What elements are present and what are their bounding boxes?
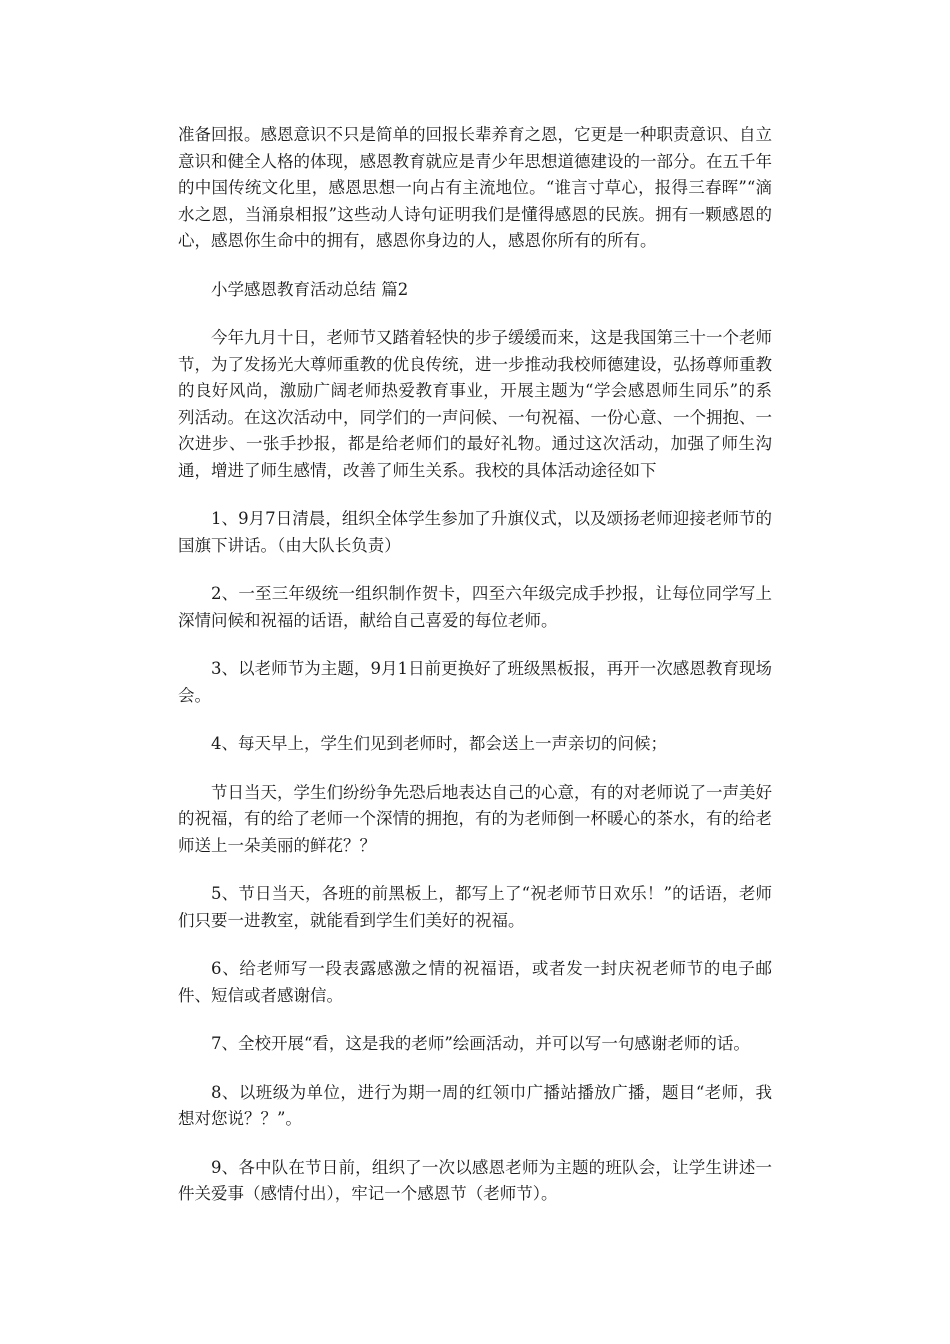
- paragraph-item-6: 6、给老师写一段表露感激之情的祝福语，或者发一封庆祝老师节的电子邮件、短信或者感谢信。: [178, 959, 772, 1005]
- document-body: [178, 122, 772, 1230]
- paragraph-item-7: 7、全校开展“看，这是我的老师”绘画活动，并可以写一句感谢老师的话。: [211, 1034, 750, 1053]
- paragraph-item-8: 8、以班级为单位，进行为期一周的红领巾广播站播放广播，题目“老师，我想对您说？？”。: [178, 1082, 772, 1128]
- paragraph-item-5: 5、节日当天，各班的前黑板上，都写上了“祝老师节日欢乐！”的话语，老师们只要一进教室，就能看到学生们美好的祝福。: [178, 884, 772, 930]
- paragraph-item-2: 2、一至三年级统一组织制作贺卡，四至六年级完成手抄报，让每位同学写上深情问候和祝福的话语，献给自己喜爱的每位老师。: [178, 584, 772, 630]
- section-title: 小学感恩教育活动总结 篇2: [211, 279, 409, 299]
- paragraph-overview: 今年九月十日，老师节又踏着轻快的步子缓缓而来，这是我国第三十一个老师节，为了发扬光大尊师重教的优良传统，进一步推动我校师德建设，弘扬尊师重教的良好风尚，激励广阔老师热爱教育事业，开展主题为“学会感恩师生同乐”的系列活动。在这次活动中，同学们的一声问候、一句祝福、一份心意、一个拥抱、一次进步、一张手抄报，都是给老师们的最好礼物。通过这次活动，加强了师生沟通，增进了师生感情，改善了师生关系。我校的具体活动途径如下: [178, 328, 772, 480]
- intro-paragraph: 准备回报。感恩意识不只是简单的回报长辈养育之恩，它更是一种职责意识、自立意识和健全人格的体现，感恩教育就应是青少年思想道德建设的一部分。在五千年的中国传统文化里，感恩思想一向占有主流地位。“谁言寸草心，报得三春晖”“滴水之恩，当涌泉相报”这些动人诗句证明我们是懂得感恩的民族。拥有一颗感恩的心，感恩你生命中的拥有，感恩你身边的人，感恩你所有的所有。: [178, 125, 772, 250]
- paragraph-festival-day: 节日当天，学生们纷纷争先恐后地表达自己的心意，有的对老师说了一声美好的祝福，有的给了老师一个深情的拥抱，有的为老师倒一杯暖心的茶水，有的给老师送上一朵美丽的鲜花？？: [178, 782, 772, 855]
- paragraph-item-4: 4、每天早上，学生们见到老师时，都会送上一声亲切的问候；: [211, 734, 667, 753]
- paragraph-item-3: 3、以老师节为主题，9月1日前更换好了班级黑板报，再开一次感恩教育现场会。: [178, 659, 772, 705]
- paragraph-item-9: 9、各中队在节日前，组织了一次以感恩老师为主题的班队会，让学生讲述一件关爱事（感情付出），牢记一个感恩节（老师节）。: [178, 1157, 772, 1203]
- paragraph-item-1: 1、9月7日清晨，组织全体学生参加了升旗仪式，以及颂扬老师迎接老师节的国旗下讲话。（由大队长负责）: [178, 509, 772, 555]
